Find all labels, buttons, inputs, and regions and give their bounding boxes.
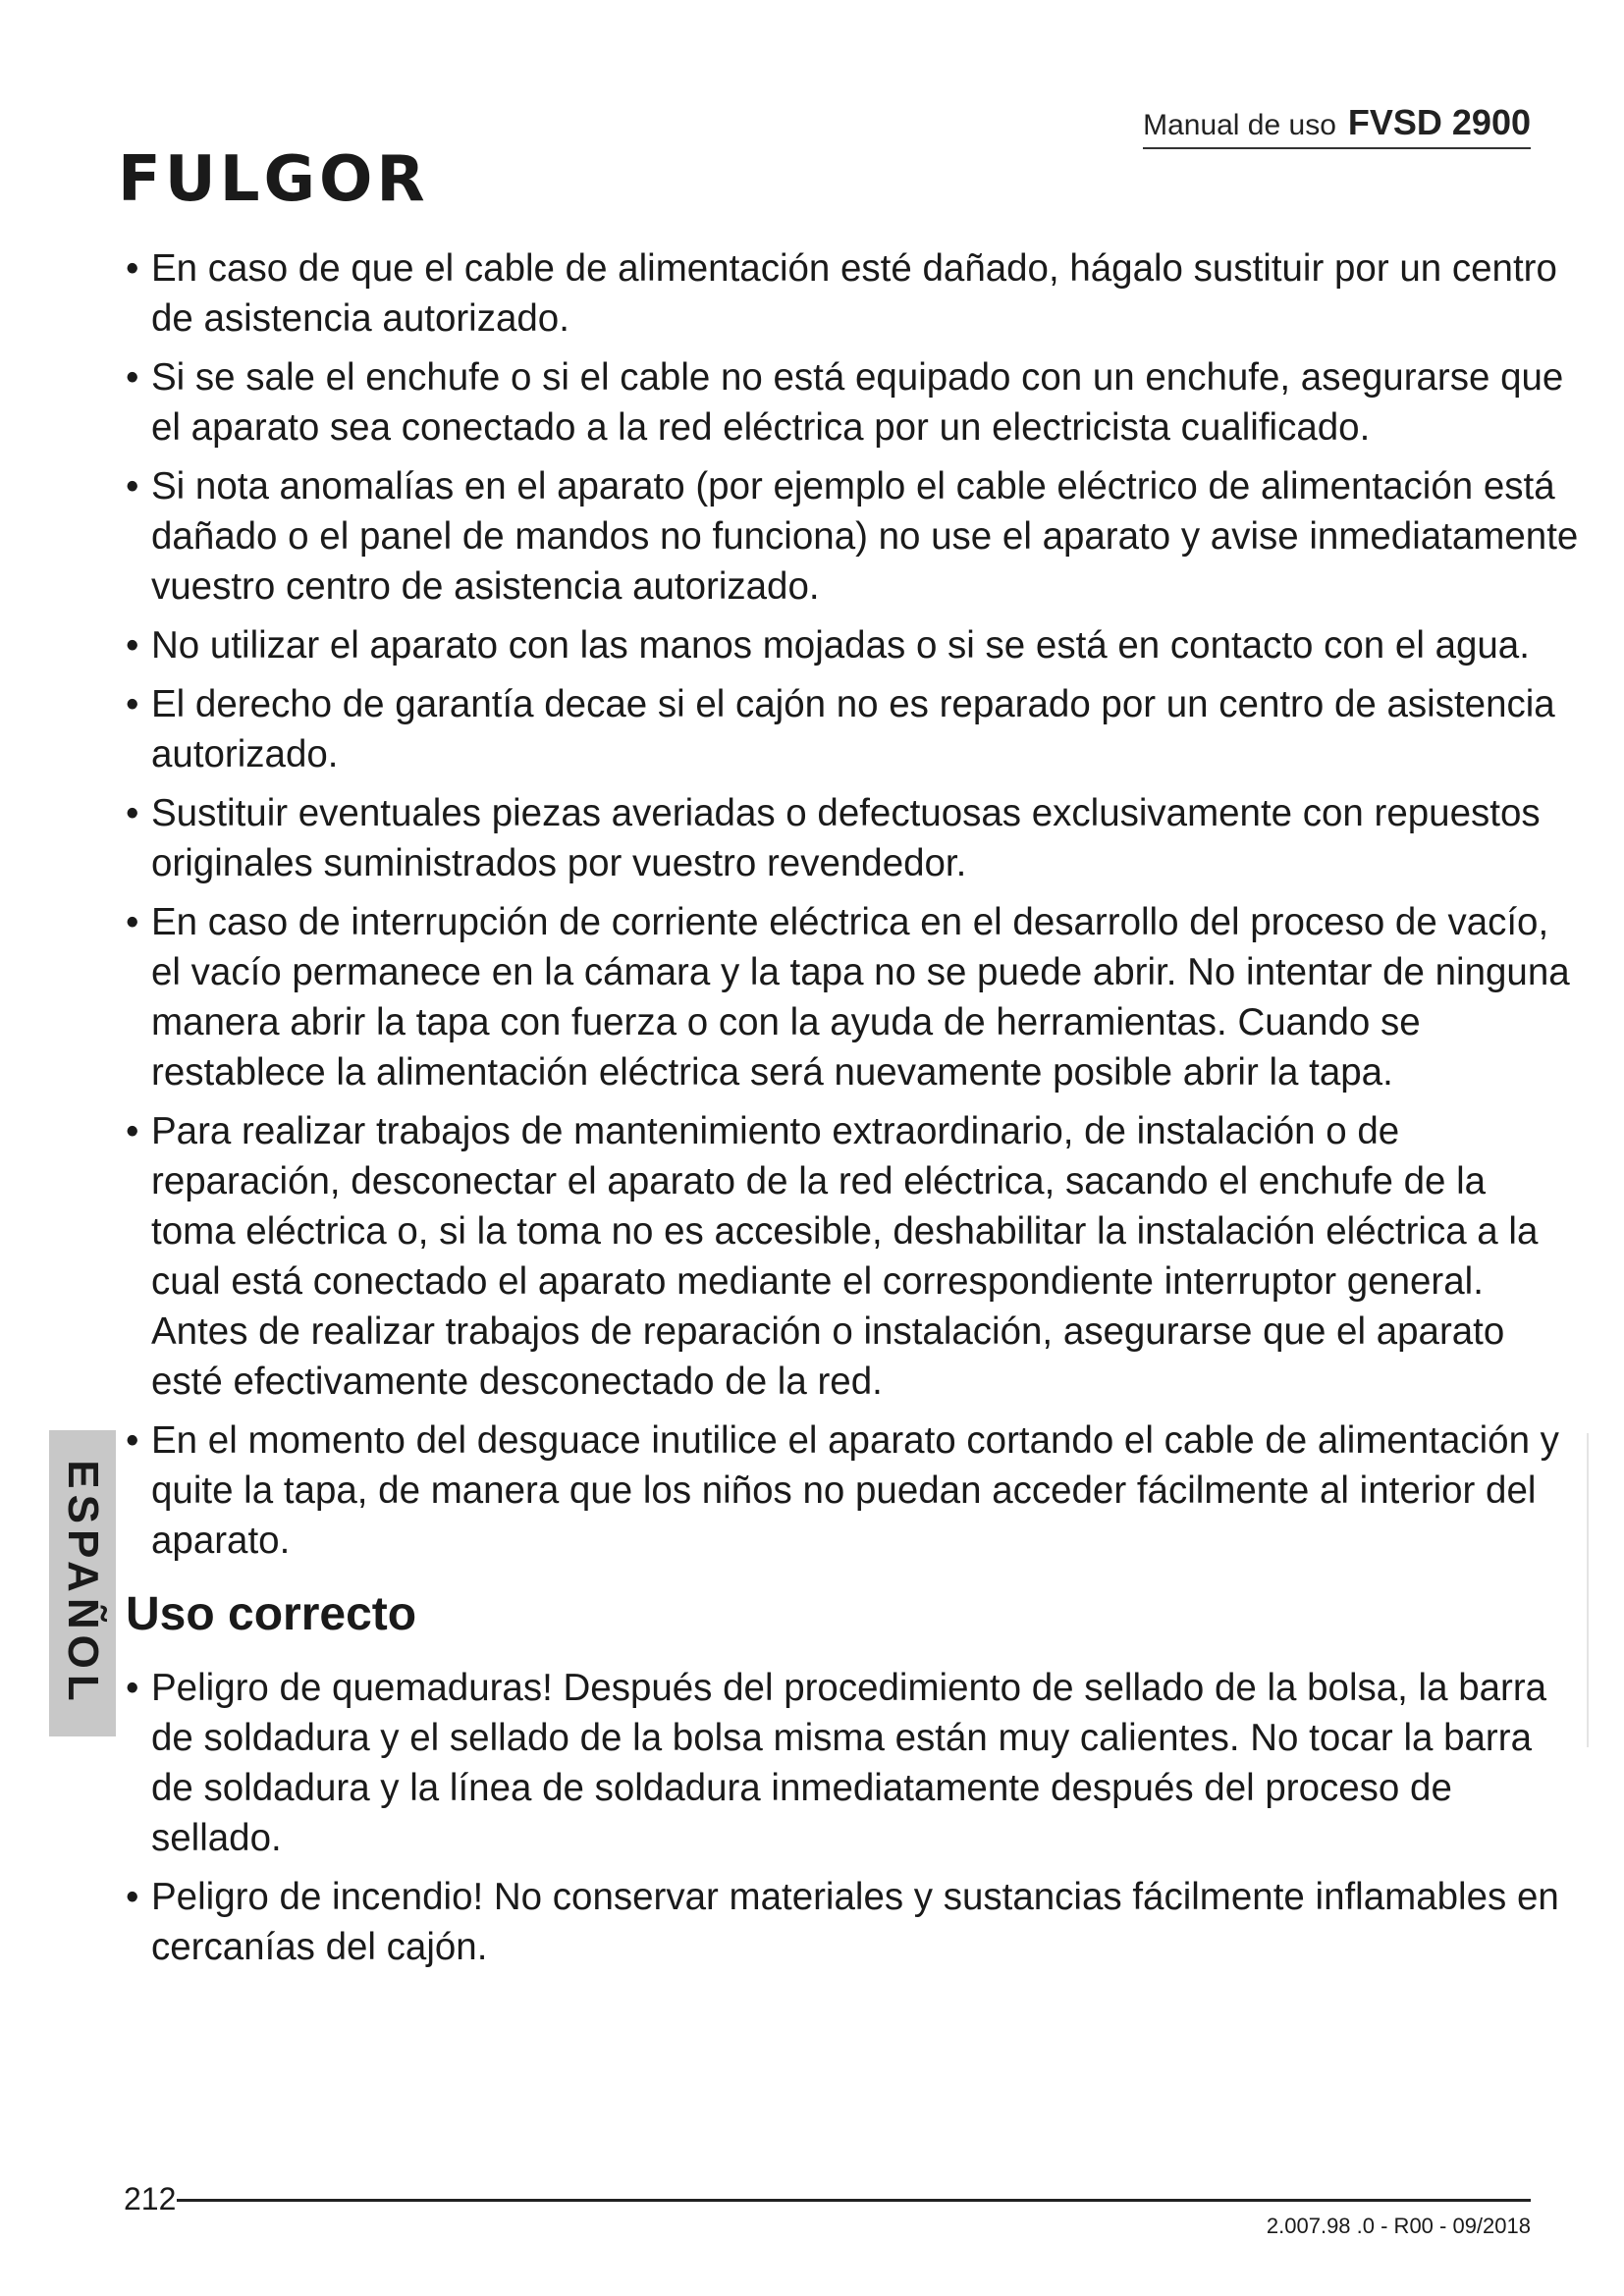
list-item: • No utilizar el aparato con las manos mojadas o si se está en contacto con el agua. [126,620,1579,670]
page-number: 212 [124,2181,177,2216]
correct-use-list [126,1663,1579,1972]
list-item: • Peligro de incendio! No conservar materiales y sustancias fácilmente inflamables en cercanías del cajón. [126,1872,1579,1972]
list-item: • Si se sale el enchufe o si el cable no está equipado con un enchufe, asegurarse que el aparato sea conectado a la red eléctrica por un electricista cualificado. [126,352,1579,453]
safety-list [126,243,1579,1566]
section-title: Uso correcto [126,1588,417,1640]
footer-divider [177,2199,1531,2202]
list-item: • En caso de interrupción de corriente eléctrica en el desarrollo del proceso de vacío, el vacío permanece en la cámara y la tapa no se puede abrir. No intentar de ninguna manera abrir la tapa con fuerza o con la ayuda de herramientas. Cuando se restablece la alimentación eléctrica será nuevamente posible abrir la tapa. [126,897,1579,1097]
list-item: • Sustituir eventuales piezas averiadas o defectuosas exclusivamente con repuestos originales suministrados por vuestro revendedor. [126,788,1579,888]
list-item: • En el momento del desguace inutilice el aparato cortando el cable de alimentación y quite la tapa, de manera que los niños no puedan acceder fácilmente al interior del aparato. [126,1415,1579,1566]
brand-logo: FULGOR [118,143,429,216]
model-number: FVSD 2900 [1347,102,1531,142]
list-item: • Peligro de quemaduras! Después del procedimiento de sellado de la bolsa, la barra de soldadura y el sellado de la bolsa misma están muy calientes. No tocar la barra de soldadura y la línea de soldadura inmediatamente después del proceso de sellado. [126,1663,1579,1863]
main-content [126,243,1579,1981]
language-tab [49,1430,116,1736]
list-item: • El derecho de garantía decae si el cajón no es reparado por un centro de asistencia autorizado. [126,679,1579,779]
manual-header [1143,102,1531,149]
list-item: • Para realizar trabajos de mantenimiento extraordinario, de instalación o de reparación, desconectar el aparato de la red eléctrica, sacando el enchufe de la toma eléctrica o, si la toma no es accesible, deshabilitar la instalación eléctrica a la cual está conectado el aparato mediante el correspondiente interruptor general. Antes de realizar trabajos de reparación o instalación, asegurarse que el aparato esté efectivamente desconectado de la red. [126,1106,1579,1407]
language-tab-label: ESPAÑOL [59,1460,107,1707]
document-code: 2.007.98 .0 - R00 - 09/2018 [1266,2214,1531,2238]
manual-label: Manual de uso [1143,109,1336,141]
list-item: • Si nota anomalías en el aparato (por ejemplo el cable eléctrico de alimentación está dañado o el panel de mandos no funciona) no use el aparato y avise inmediatamente vuestro centro de asistencia autorizado. [126,461,1579,612]
list-item: • En caso de que el cable de alimentación esté dañado, hágalo sustituir por un centro de asistencia autorizado. [126,243,1579,344]
margin-rule [1587,1433,1589,1747]
